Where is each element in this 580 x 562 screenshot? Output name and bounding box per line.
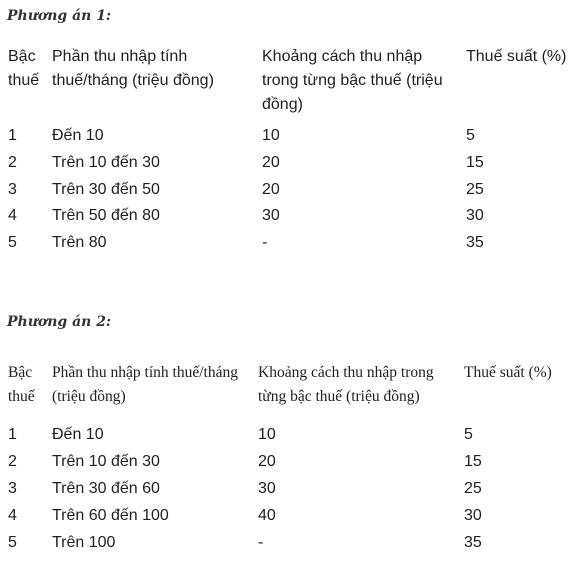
plan1-title: Phương án 1: — [7, 8, 112, 24]
plan1-row4-rate: 30 — [466, 207, 484, 224]
plan2-row3-range: 30 — [258, 480, 276, 497]
plan1-header-range-line3: đồng) — [262, 96, 303, 113]
plan2-header-tier-line1: Bậc — [8, 364, 33, 381]
plan2-row4-tier: 4 — [8, 507, 17, 524]
plan2-row1-rate: 5 — [464, 426, 473, 443]
plan2-row3-tier: 3 — [8, 480, 17, 497]
plan1-header-income-line1: Phần thu nhập tính — [52, 48, 188, 65]
plan2-header-income — [52, 361, 238, 409]
plan2-row5-income: Trên 100 — [52, 534, 116, 551]
plan1-row1-tier: 1 — [8, 127, 17, 144]
plan1-row3-rate: 25 — [466, 181, 484, 198]
plan2-row1-range: 10 — [258, 426, 276, 443]
plan2-row5-tier: 5 — [8, 534, 17, 551]
plan1-header-range — [262, 45, 443, 117]
plan1-row5-income: Trên 80 — [52, 234, 107, 251]
plan1-header-tier-line1: Bậc — [8, 48, 36, 65]
plan1-row1-rate: 5 — [466, 127, 475, 144]
plan2-row2-income: Trên 10 đến 30 — [52, 453, 160, 470]
plan1-header-tier-line2: thuế — [8, 72, 40, 89]
plan2-header-tier — [8, 361, 35, 409]
plan2-row5-rate: 35 — [464, 534, 482, 551]
plan1-row4-tier: 4 — [8, 207, 17, 224]
plan2-row4-range: 40 — [258, 507, 276, 524]
plan1-row3-tier: 3 — [8, 181, 17, 198]
plan1-header-income — [52, 45, 214, 93]
plan2-row1-tier: 1 — [8, 426, 17, 443]
plan1-header-rate: Thuế suất (%) — [466, 48, 567, 65]
plan2-header-range-line2: từng bậc thuế (triệu đồng) — [258, 388, 420, 405]
plan1-row1-range: 10 — [262, 127, 280, 144]
plan2-row3-rate: 25 — [464, 480, 482, 497]
plan2-row4-rate: 30 — [464, 507, 482, 524]
plan2-header-income-line2: (triệu đồng) — [52, 388, 126, 405]
plan1-row2-range: 20 — [262, 154, 280, 171]
plan2-row3-income: Trên 30 đến 60 — [52, 480, 160, 497]
plan1-header-tier — [8, 45, 39, 93]
plan2-row2-range: 20 — [258, 453, 276, 470]
plan2-row5-range: - — [258, 534, 264, 551]
plan1-row4-income: Trên 50 đến 80 — [52, 207, 160, 224]
plan2-header-range-line1: Khoảng cách thu nhập trong — [258, 364, 434, 381]
plan1-row5-rate: 35 — [466, 234, 484, 251]
plan1-header-range-line2: trong từng bậc thuế (triệu — [262, 72, 443, 89]
plan1-row3-income: Trên 30 đến 50 — [52, 181, 160, 198]
plan1-row4-range: 30 — [262, 207, 280, 224]
plan1-header-range-line1: Khoảng cách thu nhập — [262, 48, 423, 65]
plan1-row5-tier: 5 — [8, 234, 17, 251]
plan2-header-range — [258, 361, 434, 409]
plan1-row1-income: Đến 10 — [52, 127, 104, 144]
plan1-row2-rate: 15 — [466, 154, 484, 171]
plan2-header-rate: Thuế suất (%) — [464, 364, 552, 381]
plan1-row2-income: Trên 10 đến 30 — [52, 154, 160, 171]
plan2-row2-tier: 2 — [8, 453, 17, 470]
plan2-title: Phương án 2: — [7, 314, 112, 330]
plan2-row1-income: Đến 10 — [52, 426, 104, 443]
plan1-row3-range: 20 — [262, 181, 280, 198]
plan2-header-income-line1: Phần thu nhập tính thuế/tháng — [52, 364, 238, 381]
plan1-row5-range: - — [262, 234, 268, 251]
plan1-row2-tier: 2 — [8, 154, 17, 171]
plan2-header-tier-line2: thuế — [8, 388, 35, 405]
plan2-row4-income: Trên 60 đến 100 — [52, 507, 169, 524]
plan2-row2-rate: 15 — [464, 453, 482, 470]
plan1-header-income-line2: thuế/tháng (triệu đồng) — [52, 72, 214, 89]
